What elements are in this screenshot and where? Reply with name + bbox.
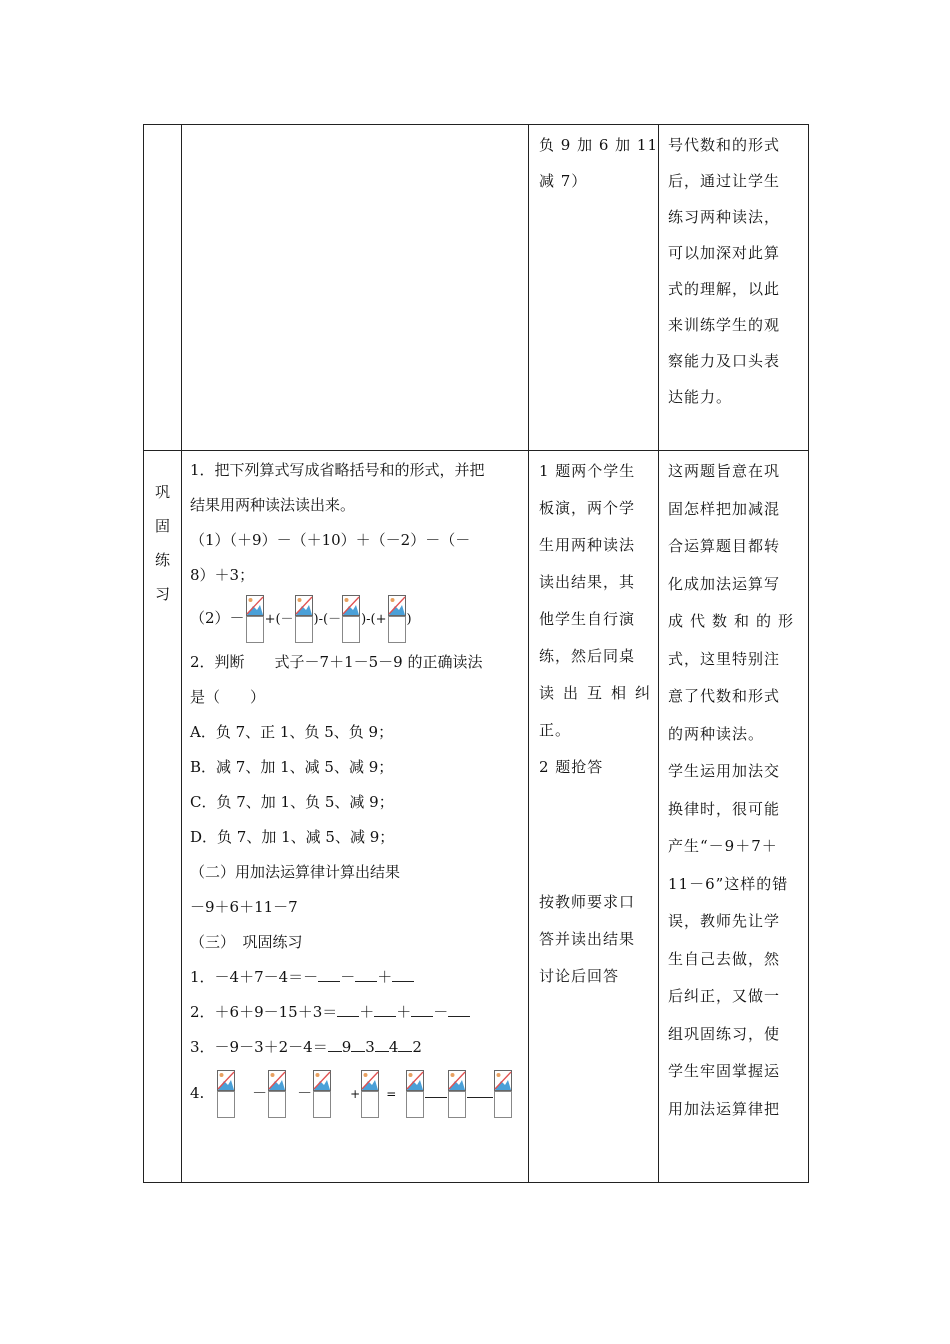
section-label-char: 习 (154, 585, 170, 603)
answer-blank (425, 1083, 447, 1098)
text-line: 达能力。 (668, 388, 733, 406)
operator: ＋ (396, 1003, 412, 1021)
fraction-image-icon (388, 595, 406, 643)
number: 2 (412, 1038, 422, 1056)
fraction-image-icon (217, 1070, 235, 1118)
text-line: 他学生自行演 (539, 610, 636, 628)
question-1-line: 结果用两种读法读出来。 (190, 496, 356, 514)
row1-content-cell (182, 125, 529, 451)
text-line: 这两题旨意在巩 (668, 462, 781, 480)
exercise-4 (190, 1065, 518, 1122)
row1-student-activity-cell (529, 125, 659, 451)
text-line: 减 7） (539, 172, 588, 190)
operator: － (252, 1084, 268, 1102)
exercise-1 (190, 960, 518, 995)
text-line: 式的理解，以此 (668, 280, 781, 298)
option-a: A．负 7、正 1、负 5、负 9； (190, 723, 394, 741)
text-line: 固怎样把加减混 (668, 499, 781, 518)
answer-blank (411, 1002, 433, 1017)
operator: － (297, 1084, 313, 1102)
operator: ＋ (377, 968, 393, 986)
fraction-image-icon (268, 1070, 286, 1118)
text-line: 讨论后回答 (539, 967, 620, 985)
text-line: 组巩固练习，使 (668, 1024, 781, 1043)
answer-blank (398, 1037, 412, 1052)
exercise-lead: 2．＋6＋9－15＋3＝ (190, 1003, 338, 1021)
row2-student-activity-cell (529, 451, 659, 1183)
answer-blank (374, 1002, 396, 1017)
row2-content-cell (182, 451, 529, 1183)
table-row (144, 451, 809, 1183)
text-line: 正。 (539, 721, 572, 739)
text-line: 化成加法运算写 (668, 574, 781, 593)
text-line: 板演，两个学 (539, 499, 636, 517)
section-2-expression: －9＋6＋11－7 (190, 898, 298, 916)
operator: )-(+ (361, 612, 387, 627)
text-line: 产生“－9＋7＋ (668, 837, 778, 855)
fraction-image-icon (246, 595, 264, 643)
text-line: 2 题抢答 (539, 758, 604, 776)
exercise-lead: 1．－4＋7－4＝－ (190, 968, 319, 986)
exercise-2 (190, 995, 518, 1030)
sub2-prefix: （2） (190, 609, 230, 627)
text-line: 用加法运算律把 (668, 1099, 781, 1118)
text-line: 后纠正，又做一 (668, 987, 781, 1005)
text-line: 式，这里特别注 (668, 649, 781, 668)
text-line: 练习两种读法， (668, 208, 781, 226)
text-line: 11－6”这样的错 (668, 874, 789, 893)
text-line: 生自己去做，然 (668, 949, 781, 968)
option-b: B．减 7、加 1、减 5、减 9； (190, 758, 394, 776)
text-line: 换律时，很可能 (668, 799, 781, 818)
answer-blank (467, 1083, 493, 1098)
spacer (539, 786, 652, 884)
text-line: 成代数和的形 (668, 612, 801, 630)
row2-label-cell (144, 451, 182, 1183)
question-1-sub2 (190, 593, 518, 645)
option-c: C．负 7、加 1、负 5、减 9； (190, 793, 394, 811)
text-line: 学生牢固掌握运 (668, 1062, 781, 1080)
answer-blank (375, 1037, 389, 1052)
number: 3 (365, 1038, 375, 1056)
row1-design-intent-cell (659, 125, 809, 451)
answer-blank (337, 1002, 359, 1017)
operator: － (433, 1003, 449, 1021)
fraction-image-icon (342, 595, 360, 643)
operator: = (386, 1087, 397, 1101)
answer-blank (328, 1037, 342, 1052)
text-line: 察能力及口头表 (668, 352, 781, 370)
answer-blank (351, 1037, 365, 1052)
option-d: D．负 7、加 1、减 5、减 9； (190, 828, 395, 846)
text-line: 负 9 加 6 加 11 (539, 136, 659, 154)
question-2-line: 是（ ） (190, 688, 266, 706)
text-line: 1 题两个学生 (539, 462, 636, 480)
text-line: 后，通过让学生 (668, 172, 781, 190)
table-row (144, 125, 809, 451)
text-line: 生用两种读法 (539, 536, 636, 554)
section-2-title: （二）用加法运算律计算出结果 (190, 863, 401, 881)
answer-blank (318, 967, 340, 982)
fraction-image-icon (494, 1070, 512, 1118)
fraction-image-icon (361, 1070, 379, 1118)
text-line: 号代数和的形式 (668, 136, 781, 154)
section-label-char: 巩 (154, 483, 170, 501)
fraction-image-icon (313, 1070, 331, 1118)
text-line: 来训练学生的观 (668, 316, 781, 334)
answer-blank (355, 967, 377, 982)
operator: ＋ (359, 1003, 375, 1021)
text-line: 误，教师先让学 (668, 912, 781, 930)
section-label-char: 练 (154, 551, 170, 569)
answer-blank (392, 967, 414, 982)
section-label-char: 固 (154, 517, 170, 535)
text-line: 学生运用加法交 (668, 762, 781, 780)
question-2-line: 2．判断 式子－7＋1－5－9 的正确读法 (190, 653, 483, 671)
text-line: 可以加深对此算 (668, 244, 781, 262)
text-line: 的两种读法。 (668, 724, 765, 743)
fraction-image-icon (448, 1070, 466, 1118)
operator: － (340, 968, 356, 986)
lesson-plan-table (143, 124, 809, 1183)
text-line: 答并读出结果 (539, 930, 636, 948)
text-line: 按教师要求口 (539, 893, 636, 911)
operator: + (350, 1087, 361, 1101)
section-3-title: （三） 巩固练习 (190, 933, 303, 951)
text-line: 读出结果，其 (539, 573, 636, 591)
number: 9 (341, 1038, 352, 1056)
text-line: 读出互相纠 (539, 684, 660, 702)
question-1-sub1: 8）＋3； (190, 566, 255, 584)
row2-design-intent-cell (659, 451, 809, 1183)
answer-blank (448, 1002, 470, 1017)
text-line: 练，然后同桌 (539, 647, 636, 665)
exercise-lead: 4. (190, 1084, 205, 1102)
question-1-line: 1．把下列算式写成省略括号和的形式，并把 (190, 461, 485, 479)
exercise-lead: 3．－9－3＋2－4＝ (190, 1038, 328, 1056)
operator: － (229, 609, 245, 627)
number: 4 (388, 1038, 399, 1056)
fraction-image-icon (295, 595, 313, 643)
operator: )-(－ (313, 612, 342, 627)
text-line: 意了代数和形式 (668, 687, 781, 705)
operator: +(－ (264, 612, 294, 627)
fraction-image-icon (406, 1070, 424, 1118)
operator: ) (406, 612, 412, 627)
text-line: 合运算题目都转 (668, 537, 781, 555)
question-1-sub1: （1）（＋9）－（＋10）＋（－2）－（－ (190, 531, 471, 549)
exercise-3 (190, 1030, 518, 1065)
row1-label-cell (144, 125, 182, 451)
